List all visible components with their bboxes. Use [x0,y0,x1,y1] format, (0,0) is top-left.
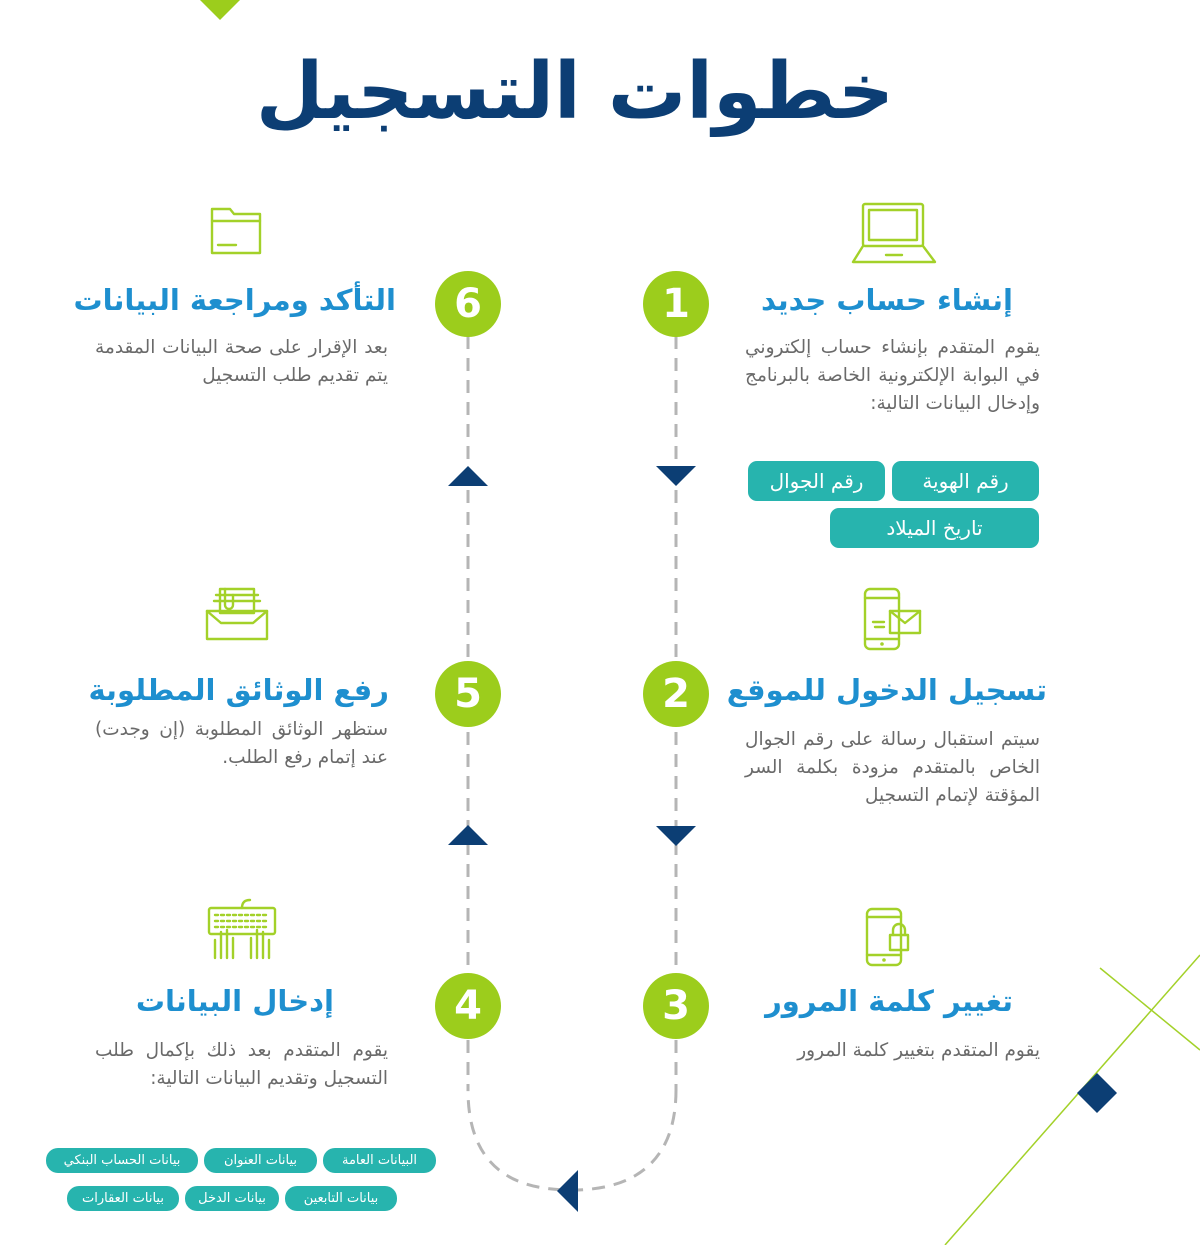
phone-lock-icon [862,905,922,975]
laptop-icon [850,200,940,270]
keyboard-icon [205,898,280,963]
arrow-up-1 [448,466,488,486]
chip-income-data: بيانات الدخل [185,1186,279,1211]
arrow-down-1 [656,466,696,486]
step-6-number: 6 [435,271,501,337]
chip-general-data: البيانات العامة [323,1148,436,1173]
arrow-left-bottom [557,1170,578,1212]
top-diamond-decoration [200,0,240,20]
step-1-description: يقوم المتقدم بإنشاء حساب إلكتروني في البوابة الإلكترونية الخاصة بالبرنامج وإدخال البيانات التالية: [745,337,1040,414]
step-6-description: بعد الإقرار على صحة البيانات المقدمة يتم تقديم طلب التسجيل [95,337,388,386]
step-5-title: رفع الوثائق المطلوبة [88,673,389,707]
chip-bank-account-data: بيانات الحساب البنكي [46,1148,198,1173]
step-3-number: 3 [643,973,709,1039]
step-4-number: 4 [435,973,501,1039]
chip-address-data: بيانات العنوان [204,1148,317,1173]
arrow-down-2 [656,826,696,846]
page-title: خطوات التسجيل [255,47,895,137]
arrow-up-2 [448,825,488,845]
step-1-number: 1 [643,271,709,337]
chip-mobile-number: رقم الجوال [748,461,885,501]
chip-real-estate-data: بيانات العقارات [67,1186,179,1211]
step-4-title: إدخال البيانات [135,984,334,1018]
chip-birth-date: تاريخ الميلاد [830,508,1039,548]
navy-diamond-decoration [1077,1073,1117,1113]
chip-id-number: رقم الهوية [892,461,1039,501]
step-3-description: يقوم المتقدم بتغيير كلمة المرور [797,1040,1040,1061]
step-1-title: إنشاء حساب جديد [761,283,1013,317]
step-2-description: سيتم استقبال رسالة على رقم الجوال الخاص بالمتقدم مزودة بكلمة السر المؤقتة لإتمام التسجيل [745,729,1040,806]
folder-icon [208,205,268,260]
step-4-description: يقوم المتقدم بعد ذلك بإكمال طلب التسجيل وتقديم البيانات التالية: [95,1040,388,1089]
step-2-number: 2 [643,661,709,727]
step-5-description: ستظهر الوثائق المطلوبة (إن وجدت) عند إتمام رفع الطلب. [95,719,388,768]
step-6-title: التأكد ومراجعة البيانات [73,283,396,317]
step-2-title: تسجيل الدخول للموقع [726,673,1047,707]
step-5-number: 5 [435,661,501,727]
document-tray-icon [203,585,273,645]
step-3-title: تغيير كلمة المرور [765,984,1013,1018]
chip-dependents-data: بيانات التابعين [285,1186,397,1211]
phone-message-icon [860,585,930,655]
